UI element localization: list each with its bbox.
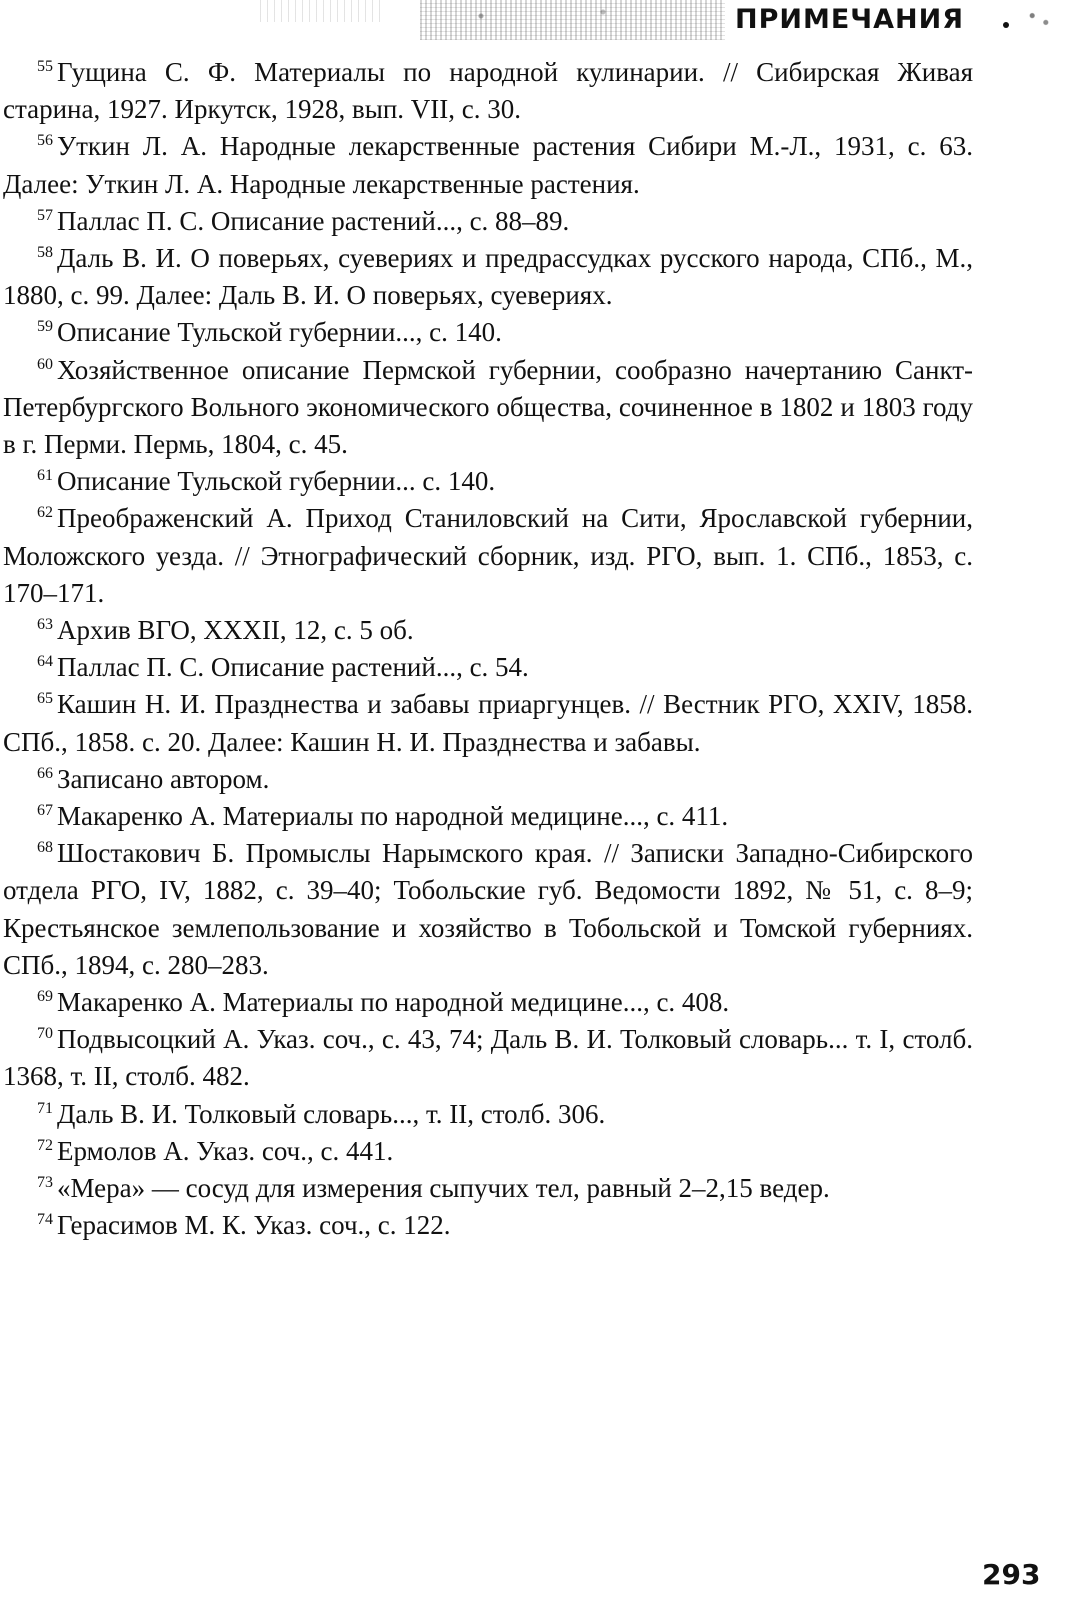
running-head: ПРИМЕЧАНИЯ (735, 4, 964, 35)
note-number: 67 (37, 802, 53, 820)
note-71 (3, 1096, 973, 1133)
note-63 (3, 612, 973, 649)
note-text: Записано автором. (57, 763, 270, 794)
note-66 (3, 761, 973, 798)
note-text: Описание Тульской губернии... с. 140. (57, 466, 496, 497)
header-ornament (420, 0, 725, 40)
note-text: Шостакович Б. Промыслы Нарымского края. // Записки Западно-Сибирского отдела РГО, IV, 1882, с. 39–40; Тобольские губ. Ведомости 1892, № 51, с. 8–9; Крестьянское землепользование и хозяйство в Тобольской и Томской губерниях. СПб., 1894, с. 280–283. (3, 838, 973, 980)
header-speck (1022, 2, 1056, 36)
note-73 (3, 1170, 973, 1207)
header-dot-icon (1003, 22, 1009, 28)
note-number: 60 (37, 355, 53, 373)
note-text: Архив ВГО, XXXII, 12, с. 5 об. (57, 615, 414, 646)
note-56 (3, 128, 973, 202)
note-text: Герасимов М. К. Указ. соч., с. 122. (57, 1210, 451, 1241)
note-number: 72 (37, 1136, 53, 1154)
note-text: Макаренко А. Материалы по народной медицине..., с. 411. (57, 801, 729, 832)
note-number: 63 (37, 616, 53, 634)
note-text: Даль В. И. О поверьях, суевериях и предрассудках русского народа, СПб., М., 1880, с. 99. Далее: Даль В. И. О поверьях, суевериях. (3, 243, 973, 311)
note-number: 62 (37, 504, 53, 522)
note-69 (3, 984, 973, 1021)
note-number: 57 (37, 206, 53, 224)
note-text: «Мера» — сосуд для измерения сыпучих тел, равный 2–2,15 ведер. (57, 1173, 830, 1204)
note-text: Преображенский А. Приход Станиловский на Сити, Ярославской губернии, Моложского уезда. // Этнографический сборник, изд. РГО, вып. 1. СПб., 1853, с. 170–171. (3, 503, 973, 608)
note-70 (3, 1021, 973, 1095)
note-number: 73 (37, 1174, 53, 1192)
note-number: 71 (37, 1099, 53, 1117)
note-number: 58 (37, 244, 53, 262)
note-68 (3, 835, 973, 984)
note-text: Макаренко А. Материалы по народной медицине..., с. 408. (57, 987, 730, 1018)
note-number: 65 (37, 690, 53, 708)
note-number: 61 (37, 467, 53, 485)
note-text: Паллас П. С. Описание растений..., с. 54. (57, 652, 529, 683)
note-57 (3, 203, 973, 240)
note-text: Даль В. И. Толковый словарь..., т. II, столб. 306. (57, 1098, 606, 1129)
note-58 (3, 240, 973, 314)
note-number: 69 (37, 988, 53, 1006)
note-number: 70 (37, 1025, 53, 1043)
page-header (0, 0, 1066, 40)
note-59 (3, 314, 973, 351)
note-55 (3, 54, 973, 128)
note-65 (3, 686, 973, 760)
note-text: Ермолов А. Указ. соч., с. 441. (57, 1135, 394, 1166)
note-text: Описание Тульской губернии..., с. 140. (57, 317, 502, 348)
note-text: Подвысоцкий А. Указ. соч., с. 43, 74; Даль В. И. Толковый словарь... т. I, столб. 1368, т. II, столб. 482. (3, 1024, 973, 1092)
note-text: Паллас П. С. Описание растений..., с. 88–89. (57, 205, 570, 236)
note-number: 64 (37, 653, 53, 671)
note-number: 74 (37, 1211, 53, 1229)
note-62 (3, 500, 973, 612)
note-72 (3, 1133, 973, 1170)
page-number: 293 (982, 1558, 1041, 1591)
note-64 (3, 649, 973, 686)
notes-list (3, 54, 973, 1245)
note-number: 56 (37, 132, 53, 150)
header-ornament-left (260, 0, 380, 22)
note-text: Хозяйственное описание Пермской губернии, сообразно начертанию Санкт-Петербургского Вольного экономического общества, сочиненное в 1802 и 1803 году в г. Перми. Пермь, 1804, с. 45. (3, 354, 973, 460)
note-number: 59 (37, 318, 53, 336)
note-number: 66 (37, 764, 53, 782)
note-74 (3, 1207, 973, 1244)
note-61 (3, 463, 973, 500)
note-text: Уткин Л. А. Народные лекарственные растения Сибири М.-Л., 1931, с. 63. Далее: Уткин Л. А. Народные лекарственные растения. (3, 131, 973, 199)
note-60 (3, 352, 973, 464)
note-number: 55 (37, 58, 53, 75)
note-67 (3, 798, 973, 835)
note-number: 68 (37, 839, 53, 857)
note-text: Кашин Н. И. Празднества и забавы приаргунцев. // Вестник РГО, XXIV, 1858. СПб., 1858. с. 20. Далее: Кашин Н. И. Празднества и забавы. (3, 689, 973, 757)
note-text: Гущина С. Ф. Материалы по народной кулинарии. // Сибирская Живая старина, 1927. Иркутск, 1928, вып. VII, с. 30. (3, 57, 973, 125)
